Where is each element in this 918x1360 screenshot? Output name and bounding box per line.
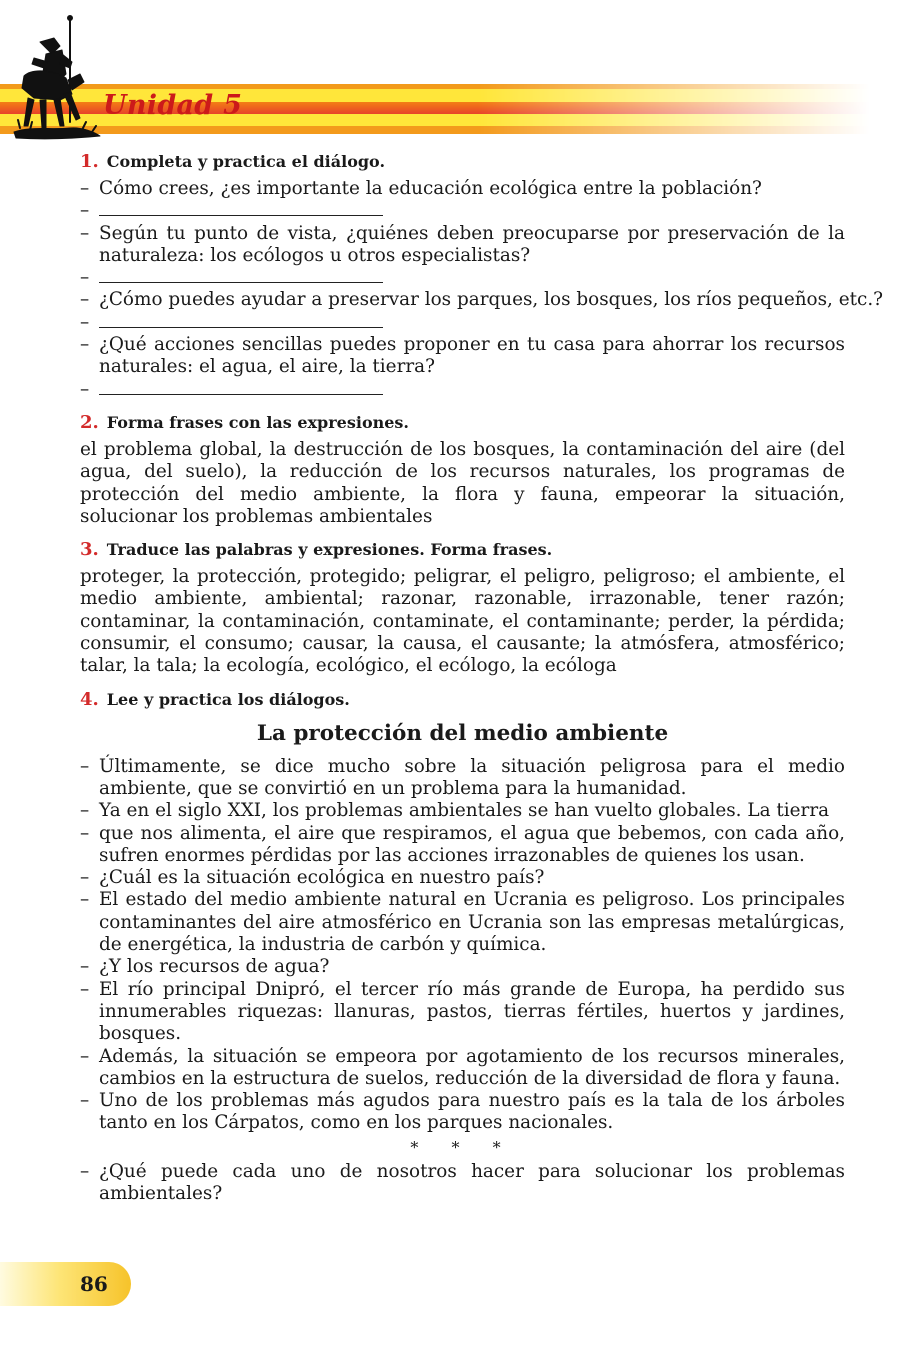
dialogue-line	[80, 979, 845, 1046]
exercise-3-heading	[80, 538, 845, 562]
dialogue-text: El estado del medio ambiente natural en Ucrania es peligroso. Los principales contaminantes del aire atmosférico en Ucrania son las empresas metalúrgicas, de energética, la industria de carbón y química.	[99, 889, 845, 956]
dash: –	[80, 222, 90, 244]
dialogue-text: ¿Qué acciones sencillas puedes proponer en tu casa para ahorrar los recursos naturales: el agua, el aire, la tierra?	[99, 334, 845, 378]
dialogue-text: Ya en el siglo XXI, los problemas ambientales se han vuelto globales. La tierra	[99, 800, 830, 822]
exercise-instruction: Forma frases con las expresiones.	[106, 412, 409, 432]
exercise-number: 1.	[80, 151, 99, 172]
dialogue-text: El río principal Dnipró, el tercer río más grande de Europa, ha perdido sus innumerables riquezas: llanuras, pastos, tierras fértiles, huertos y jardines, bosques.	[99, 978, 845, 1045]
dash: –	[80, 822, 90, 844]
dialogue-line	[80, 334, 845, 379]
dialogue-text: que nos alimenta, el aire que respiramos, el agua que bebemos, con cada año, sufren enormes pérdidas por las acciones irrazonables de quienes los usan.	[99, 822, 845, 866]
dash: –	[80, 378, 90, 400]
page-number: 86	[80, 1272, 108, 1296]
exercise-instruction: Traduce las palabras y expresiones. Forma frases.	[106, 540, 553, 560]
don-quixote-illustration	[10, 14, 104, 148]
answer-blank	[99, 200, 383, 216]
exercise-3-text: proteger, la protección, protegido; peligrar, el peligro, peligroso; el ambiente, el medio ambiente, ambiental; razonar, razonable, irrazonable, tener razón; contaminar, la contaminación, contaminate, el contaminante; perder, la pérdida; consumir, el consumo; causar, la causa, el causante; la atmósfera, atmosférico; talar, la tala; la ecología, ecológico, el ecólogo, la ecóloga	[80, 566, 845, 677]
dialogue-blank-line	[80, 312, 845, 334]
dialogue-line	[80, 956, 845, 978]
answer-blank	[99, 312, 383, 328]
dash: –	[80, 1045, 90, 1067]
dialogue-text: Cómo crees, ¿es importante la educación ecológica entre la población?	[99, 178, 762, 199]
dialogue-text: ¿Cuál es la situación ecológica en nuestro país?	[99, 867, 545, 889]
dialogue-line	[80, 756, 845, 801]
dash: –	[80, 178, 90, 199]
dialogue-line	[80, 1090, 845, 1135]
dialogue-blank-line	[80, 267, 845, 289]
exercise-4-heading	[80, 688, 845, 712]
dialogue-line	[80, 1161, 845, 1206]
dash: –	[80, 334, 90, 356]
dialogue-text: Además, la situación se empeora por agotamiento de los recursos minerales, cambios en la estructura de suelos, reducción de la diversidad de flora y fauna.	[99, 1045, 845, 1089]
dash: –	[80, 311, 90, 333]
reading-dialogue	[80, 756, 845, 1135]
dialogue-text: Últimamente, se dice mucho sobre la situación peligrosa para el medio ambiente, que se convirtió en un problema para la humanidad.	[99, 755, 845, 799]
exercise-number: 4.	[80, 688, 99, 710]
dialogue-line	[80, 223, 845, 268]
exercise-instruction: Lee y practica los diálogos.	[106, 689, 350, 709]
exercise-number: 2.	[80, 411, 99, 433]
dialogue-line	[80, 289, 884, 311]
dash: –	[80, 956, 90, 978]
dash: –	[80, 755, 90, 777]
dialogue-text: ¿Y los recursos de agua?	[99, 956, 330, 978]
dialogue-text: ¿Qué puede cada uno de nosotros hacer para solucionar los problemas ambientales?	[99, 1160, 845, 1204]
page-number-tab	[0, 1262, 131, 1306]
dash: –	[80, 267, 90, 289]
exercise-1-dialogue	[80, 178, 884, 401]
exercise-2-text: el problema global, la destrucción de los bosques, la contaminación del aire (del agua, del suelo), la reducción de los recursos naturales, los programas de protección del medio ambiente, la flora y fauna, empeorar la situación, solucionar los problemas ambientales	[80, 438, 845, 527]
answer-blank	[99, 267, 383, 283]
dash: –	[80, 200, 90, 222]
dash: –	[80, 1160, 90, 1182]
dialogue-text: Según tu punto de vista, ¿quiénes deben preocuparse por preservación de la naturaleza: los ecólogos u otros especialistas?	[99, 222, 845, 266]
dialogue-line	[80, 178, 845, 200]
dash: –	[80, 889, 90, 911]
dialogue-line	[80, 889, 845, 956]
exercise-instruction: Completa y practica el diálogo.	[106, 152, 386, 171]
dialogue-line	[80, 823, 845, 868]
dash: –	[80, 1090, 90, 1112]
dialogue-blank-line	[80, 379, 845, 401]
dialogue-text: ¿Cómo puedes ayudar a preservar los parques, los bosques, los ríos pequeños, etc.?	[99, 289, 884, 311]
dash: –	[80, 289, 90, 311]
section-separator: * * *	[410, 1137, 515, 1157]
exercise-2-heading	[80, 411, 845, 435]
dialogue-line	[80, 867, 845, 889]
dialogue-line	[80, 1046, 845, 1091]
exercise-1-heading	[80, 150, 845, 174]
dialogue-blank-line	[80, 200, 845, 222]
dash: –	[80, 978, 90, 1000]
reading-title: La protección del medio ambiente	[256, 720, 669, 746]
dialogue-text: Uno de los problemas más agudos para nuestro país es la tala de los árboles tanto en los Cárpatos, como en los parques nacionales.	[99, 1090, 845, 1134]
dialogue-line	[80, 800, 845, 822]
answer-blank	[99, 379, 383, 395]
unit-title: Unidad 5	[103, 90, 243, 121]
page-content	[80, 150, 884, 1205]
dash: –	[80, 867, 90, 889]
closing-dialogue	[80, 1161, 845, 1206]
exercise-number: 3.	[80, 539, 99, 561]
dash: –	[80, 800, 90, 822]
